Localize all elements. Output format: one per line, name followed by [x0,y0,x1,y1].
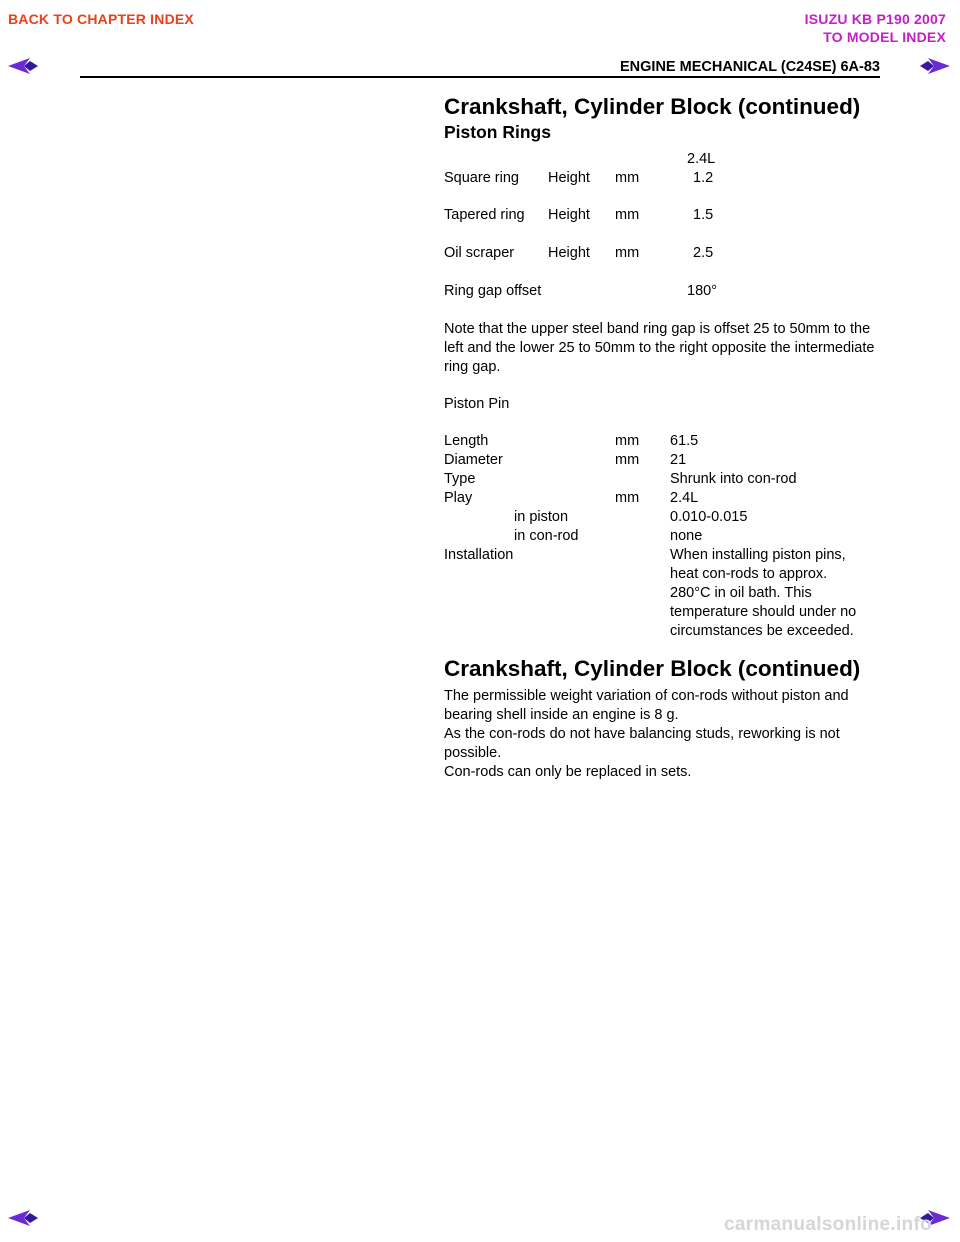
section-title: Crankshaft, Cylinder Block (continued) [444,94,861,119]
ring-param: Height [548,170,590,186]
pin-unit: mm [615,433,640,449]
pin-value: 2.4L [670,490,699,506]
ring-name: Square ring [444,170,519,186]
header-divider [80,76,880,78]
next-page-arrow-icon[interactable] [920,58,950,74]
paragraph: The permissible weight variation of con-rods without piston and bearing shell inside an engine is 8 g. [444,688,849,723]
ring-unit: mm [615,170,640,186]
section-subtitle: Piston Rings [444,122,551,142]
play-sub-value: none [670,528,703,544]
ring-param: Height [548,207,590,223]
pin-label: Length [444,433,489,449]
column-header: 2.4L [687,151,716,167]
watermark: carmanualsonline.info [724,1214,932,1235]
ring-value: 1.2 [693,170,714,186]
ring-name: Tapered ring [444,207,525,223]
installation-line: When installing piston pins, [670,547,846,563]
pin-label: Play [444,490,473,506]
ring-value: 2.5 [693,245,714,261]
pin-unit: mm [615,490,640,506]
ring-gap-value: 180° [687,283,717,299]
section-title-2: Crankshaft, Cylinder Block (continued) [444,656,861,681]
play-sub-label: in piston [514,509,569,525]
installation-line: temperature should under no [670,604,857,620]
ring-unit: mm [615,245,640,261]
installation-line: 280°C in oil bath. This [670,585,812,601]
play-sub-label: in con-rod [514,528,579,544]
play-sub-value: 0.010-0.015 [670,509,748,525]
page-header-title: ENGINE MECHANICAL (C24SE) 6A-83 [620,59,880,75]
pin-label: Type [444,471,476,487]
model-title-link[interactable]: ISUZU KB P190 2007 [804,11,946,27]
paragraph: Con-rods can only be replaced in sets. [444,764,692,780]
pin-value: 21 [670,452,687,468]
ring-param: Height [548,245,590,261]
ring-unit: mm [615,207,640,223]
ring-name: Oil scraper [444,245,515,261]
to-model-index-link[interactable]: TO MODEL INDEX [823,29,946,45]
piston-pin-title: Piston Pin [444,396,510,412]
installation-label: Installation [444,547,514,563]
installation-line: circumstances be exceeded. [670,623,854,639]
pin-value: 61.5 [670,433,699,449]
pin-unit: mm [615,452,640,468]
pin-label: Diameter [444,452,503,468]
back-to-chapter-index-link[interactable]: BACK TO CHAPTER INDEX [8,11,194,27]
prev-page-bottom-arrow-icon[interactable] [8,1210,38,1226]
ring-value: 1.5 [693,207,714,223]
pin-value: Shrunk into con-rod [670,471,797,487]
installation-line: heat con-rods to approx. [670,566,828,582]
paragraph: As the con-rods do not have balancing studs, reworking is not possible. [444,726,840,761]
ring-gap-note: Note that the upper steel band ring gap is offset 25 to 50mm to the left and the lower 25 to 50mm to the right opposite the intermediate ring gap. [444,321,875,375]
ring-gap-label: Ring gap offset [444,283,542,299]
prev-page-arrow-icon[interactable] [8,58,38,74]
